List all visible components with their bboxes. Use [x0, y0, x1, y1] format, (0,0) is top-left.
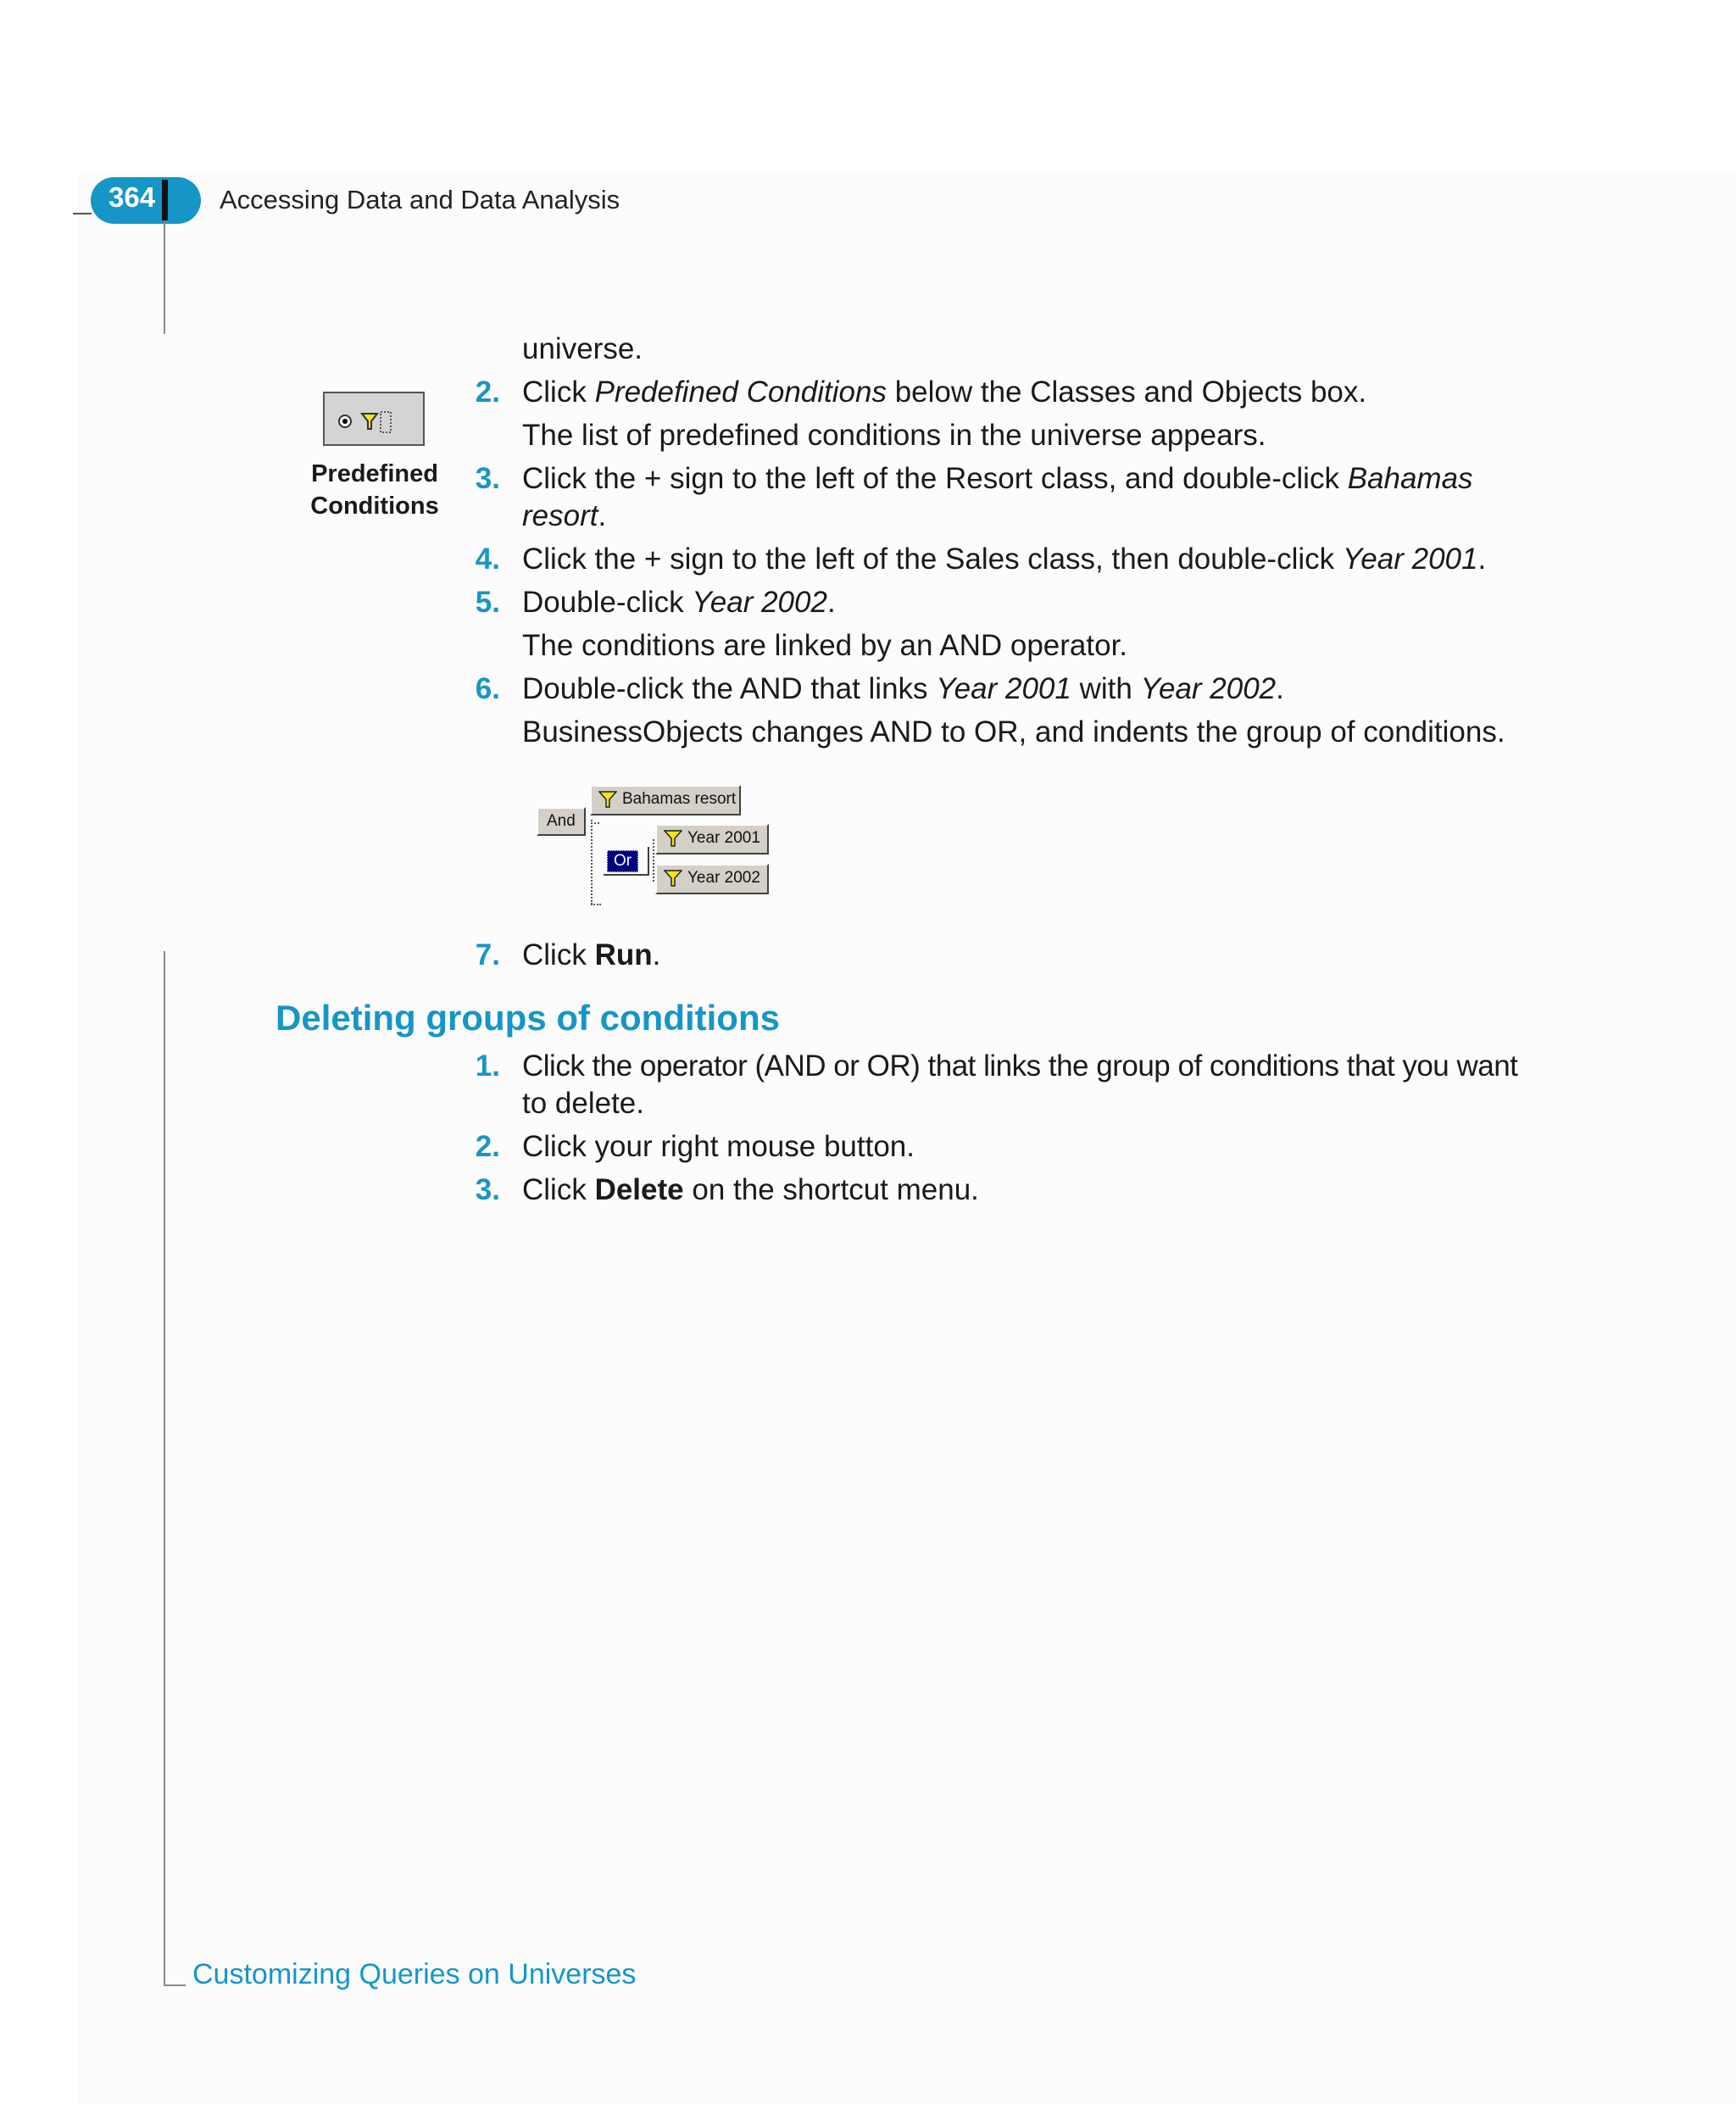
step-text: [522, 374, 1366, 411]
margin-rule-top: [164, 222, 165, 334]
or-button-frame: [604, 847, 649, 876]
condition-label: Year 2002: [687, 869, 760, 887]
predefined-conditions-icon: [323, 392, 425, 446]
margin-rule-bottom: [164, 951, 165, 1986]
text-run: on the shortcut menu.: [683, 1173, 979, 1206]
step-result: The list of predefined conditions in the universe appears.: [522, 419, 1266, 452]
step-text: [522, 498, 606, 535]
tree-connector: [653, 839, 654, 882]
step-number: 2.: [475, 1130, 500, 1163]
step-text: universe.: [522, 332, 643, 365]
text-run: Click: [522, 1173, 595, 1206]
text-italic: Year 2001: [1342, 543, 1478, 576]
text-bold: Delete: [594, 1173, 684, 1206]
step-text: [522, 937, 660, 974]
filter-icon: [598, 790, 617, 809]
step-text: [522, 671, 1284, 708]
text-run: below the Classes and Objects box.: [886, 376, 1367, 409]
operator-label: And: [547, 812, 576, 830]
section-heading: Deleting groups of conditions: [275, 998, 780, 1038]
text-run: .: [1276, 672, 1284, 705]
caption-line: Conditions: [310, 493, 439, 520]
step-number: 3.: [475, 1173, 500, 1206]
step-result: BusinessObjects changes AND to OR, and indents the group of conditions.: [522, 715, 1505, 749]
step-text: [522, 1172, 979, 1209]
tree-connector: [591, 904, 601, 905]
page-number: 364: [108, 181, 156, 213]
badge-divider: [162, 180, 168, 220]
running-header: Accessing Data and Data Analysis: [220, 185, 620, 214]
step-number: 4.: [475, 543, 500, 576]
step-number: 5.: [475, 586, 500, 619]
text-run: Double-click the AND that links: [522, 672, 937, 705]
step-text: [522, 541, 1486, 578]
condition-label: Year 2001: [687, 829, 760, 847]
header-rule: [73, 213, 92, 214]
caption-line: Predefined: [311, 460, 438, 487]
step-result: The conditions are linked by an AND operator.: [522, 629, 1128, 662]
text-italic: Bahamas: [1347, 462, 1473, 495]
step-number: 6.: [475, 672, 500, 705]
text-run: .: [1477, 543, 1487, 576]
text-italic: resort: [522, 499, 598, 532]
text-run: Double-click: [522, 586, 693, 619]
text-run: Click: [522, 376, 595, 409]
radio-filter-icon: [325, 393, 423, 444]
step-text: to delete.: [522, 1087, 644, 1120]
condition-year-2002[interactable]: [655, 864, 769, 894]
footer-rule: [164, 1984, 186, 1986]
step-number: 1.: [475, 1049, 500, 1083]
sidebar-caption: [303, 458, 447, 522]
step-text: [522, 584, 836, 621]
step-text: [522, 460, 1473, 498]
running-footer: Customizing Queries on Universes: [192, 1958, 637, 1990]
condition-year-2001[interactable]: [655, 824, 769, 854]
text-italic: Year 2002: [1140, 672, 1277, 705]
text-run: Click: [522, 938, 595, 971]
filter-icon: [664, 829, 682, 848]
condition-bahamas-resort[interactable]: [590, 785, 741, 815]
and-operator-button[interactable]: [537, 807, 586, 836]
step-text: Click your right mouse button.: [522, 1130, 915, 1163]
text-italic: Year 2002: [692, 586, 827, 619]
text-run: with: [1071, 672, 1141, 705]
step-number: 3.: [475, 462, 500, 495]
text-italic: Predefined Conditions: [594, 376, 887, 409]
filter-icon: [664, 869, 682, 888]
step-number: 2.: [475, 376, 500, 409]
text-run: .: [826, 586, 836, 619]
or-operator-button[interactable]: Or: [607, 850, 638, 872]
condition-label: Bahamas resort: [622, 790, 737, 808]
tree-connector: [591, 820, 593, 904]
text-run: Click the + sign to the left of the Resort class, and double-click: [522, 462, 1348, 495]
text-run: .: [652, 938, 661, 971]
step-number: 7.: [475, 938, 500, 971]
text-run: .: [598, 499, 607, 532]
text-run: Click the + sign to the left of the Sales class, then double-click: [522, 543, 1343, 576]
step-text: Click the operator (AND or OR) that links the group of conditions that you want: [522, 1049, 1518, 1083]
text-italic: Year 2001: [936, 672, 1071, 705]
text-bold: Run: [594, 938, 653, 971]
